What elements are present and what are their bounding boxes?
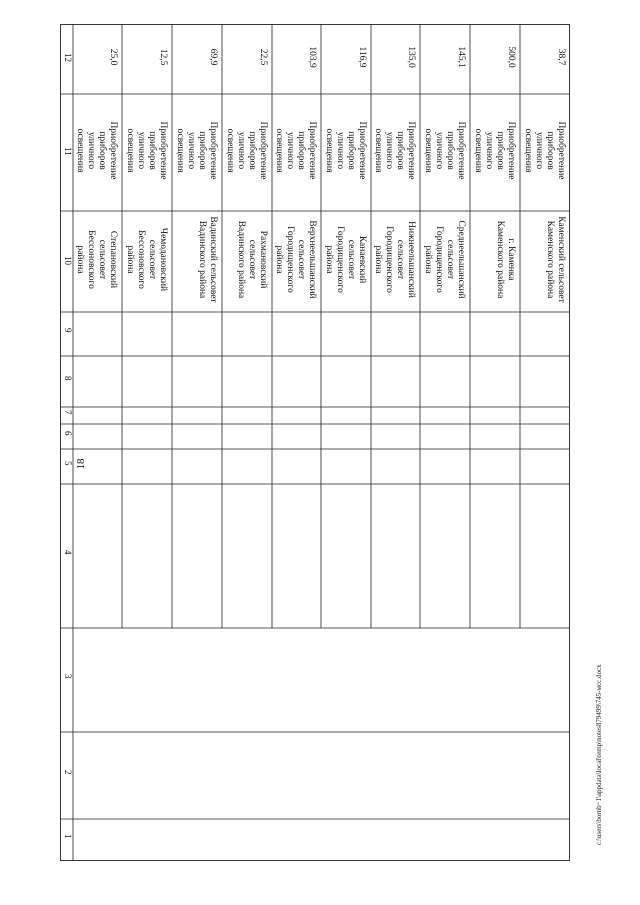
cell-line: приборов [445, 131, 455, 170]
purpose-cell [472, 96, 518, 209]
cell-line: приборов [346, 131, 356, 170]
purpose-cell [174, 96, 220, 209]
cell-line: Городищенского [384, 226, 394, 293]
cell-line: Вадинского района [197, 220, 207, 299]
cell-line: приборов [197, 131, 207, 170]
column-number: 12 [63, 53, 73, 62]
cell-line: района [373, 245, 383, 274]
recipient-cell [75, 213, 120, 310]
cell-line: освещения [274, 128, 284, 173]
recipient-cell [472, 213, 518, 310]
cell-line: Бессоновского [136, 230, 146, 289]
cell-line: приборов [97, 131, 107, 170]
recipient-cell [323, 213, 369, 310]
cell-line: Приобретение [258, 121, 268, 180]
column-number: 10 [63, 255, 73, 265]
cell-line: г. Каменка [506, 238, 516, 281]
amount-cell [224, 27, 270, 91]
column-number: 6 [63, 430, 73, 435]
cell-line: Верхнеельшанский [307, 220, 317, 299]
cell-line: района [75, 245, 85, 274]
column-number: 5 [63, 460, 73, 465]
page-number: 18 [75, 458, 87, 470]
cell-line: Приобретение [406, 121, 416, 180]
cell-line: приборов [395, 131, 405, 170]
purpose-cell [274, 96, 319, 209]
cell-line: Вадинского района [236, 220, 246, 299]
column-number: 1 [63, 834, 73, 839]
amount-cell [75, 27, 120, 91]
cell-line: освещения [225, 128, 235, 173]
amount-cell [373, 27, 418, 91]
cell-line: уличного [136, 131, 146, 170]
cell-line: Нижнеельшанский [406, 221, 416, 298]
purpose-cell [373, 96, 418, 209]
amount-cell [522, 27, 568, 91]
purpose-cell [75, 96, 120, 209]
cell-line: сельсовет [395, 239, 405, 280]
purpose-cell [522, 96, 568, 209]
cell-line: Каменский сельсовет [556, 216, 566, 303]
cell-line: Степановский [108, 230, 118, 289]
cell-line: 145,1 [456, 46, 466, 68]
cell-line: 38,7 [556, 48, 566, 66]
cell-line: сельсовет [296, 239, 306, 280]
cell-line: освещения [423, 128, 433, 173]
cell-line: освещения [125, 128, 135, 173]
cell-line: приборов [247, 131, 257, 170]
cell-line: района [125, 245, 135, 274]
column-number: 2 [63, 769, 73, 774]
purpose-cell [323, 96, 369, 209]
recipient-cell [124, 213, 170, 310]
recipient-cell [373, 213, 418, 310]
cell-line: Вадинский сельсовет [208, 216, 218, 303]
cell-line: освещения [373, 128, 383, 173]
cell-line: 12,5 [158, 48, 168, 66]
cell-line: 69,9 [208, 48, 218, 66]
recipient-cell [224, 213, 270, 310]
purpose-cell [422, 96, 468, 209]
cell-line: освещения [75, 128, 85, 173]
cell-line: 22,5 [258, 48, 268, 66]
purpose-cell [124, 96, 170, 209]
cell-line: уличного [434, 131, 444, 170]
cell-line: района [423, 245, 433, 274]
cell-line: 135,0 [406, 46, 416, 68]
cell-line: 25,0 [108, 48, 118, 66]
cell-line: освещения [523, 128, 533, 173]
cell-line: приборов [495, 131, 505, 170]
cell-line: Каменского района [545, 220, 555, 299]
column-number: 3 [63, 674, 73, 679]
cell-line: освещения [175, 128, 185, 173]
cell-line: уличного [285, 131, 295, 170]
cell-line: сельсовет [445, 239, 455, 280]
cell-line: Городищенского [434, 226, 444, 293]
cell-line: Каменского района [495, 220, 505, 299]
amount-cell [422, 27, 468, 91]
recipient-cell [522, 213, 568, 310]
recipient-cell [422, 213, 468, 310]
cell-line: Городищенского [335, 226, 345, 293]
cell-line: приборов [545, 131, 555, 170]
cell-line: Канаевский [357, 235, 367, 284]
cell-line: уличного [534, 131, 544, 170]
cell-line: Приобретение [556, 121, 566, 180]
cell-line: 116,9 [357, 46, 367, 68]
cell-line: уличного [484, 131, 494, 170]
column-number: 7 [63, 409, 73, 414]
cell-line: освещения [473, 128, 483, 173]
cell-line: района [274, 245, 284, 274]
cell-line: Приобретение [357, 121, 367, 180]
cell-line: сельсовет [147, 239, 157, 280]
cell-line: Приобретение [506, 121, 516, 180]
amount-cell [274, 27, 319, 91]
cell-line: уличного [186, 131, 196, 170]
cell-line: района [324, 245, 334, 274]
cell-line: приборов [296, 131, 306, 170]
cell-line: 500,0 [506, 46, 516, 68]
cell-line: уличного [86, 131, 96, 170]
cell-line: уличного [335, 131, 345, 170]
cell-line: Приобретение [158, 121, 168, 180]
cell-line: Приобретение [456, 121, 466, 180]
cell-line: Рахмановский [258, 230, 268, 289]
amount-cell [124, 27, 170, 91]
cell-line: Приобретение [108, 121, 118, 180]
cell-line: уличного [236, 131, 246, 170]
cell-line: сельсовет [346, 239, 356, 280]
cell-line: Чемодановский [158, 227, 168, 292]
cell-line: Приобретение [208, 121, 218, 180]
cell-line: сельсовет [247, 239, 257, 280]
purpose-cell [224, 96, 270, 209]
column-number: 9 [63, 328, 73, 333]
cell-line: уличного [384, 131, 394, 170]
column-number: 11 [63, 146, 73, 156]
rotated-table [60, 24, 570, 861]
footer-file-path: c:\users\bornb~1\appdata\local\temp\notes879499\745-мсс.docx [595, 664, 603, 845]
cell-line: Городищенского [285, 226, 295, 293]
column-number: 8 [63, 375, 73, 380]
amount-cell [174, 27, 220, 91]
amount-cell [323, 27, 369, 91]
cell-line: Бессоновского [86, 230, 96, 289]
cell-line: Среднеельшанский [456, 220, 466, 299]
cell-line: сельсовет [97, 239, 107, 280]
cell-line: освещения [324, 128, 334, 173]
recipient-cell [174, 213, 220, 310]
cell-line: Приобретение [307, 121, 317, 180]
amount-cell [472, 27, 518, 91]
column-number: 4 [63, 550, 73, 555]
cell-line: 103,9 [307, 46, 317, 68]
recipient-cell [274, 213, 319, 310]
cell-line: приборов [147, 131, 157, 170]
